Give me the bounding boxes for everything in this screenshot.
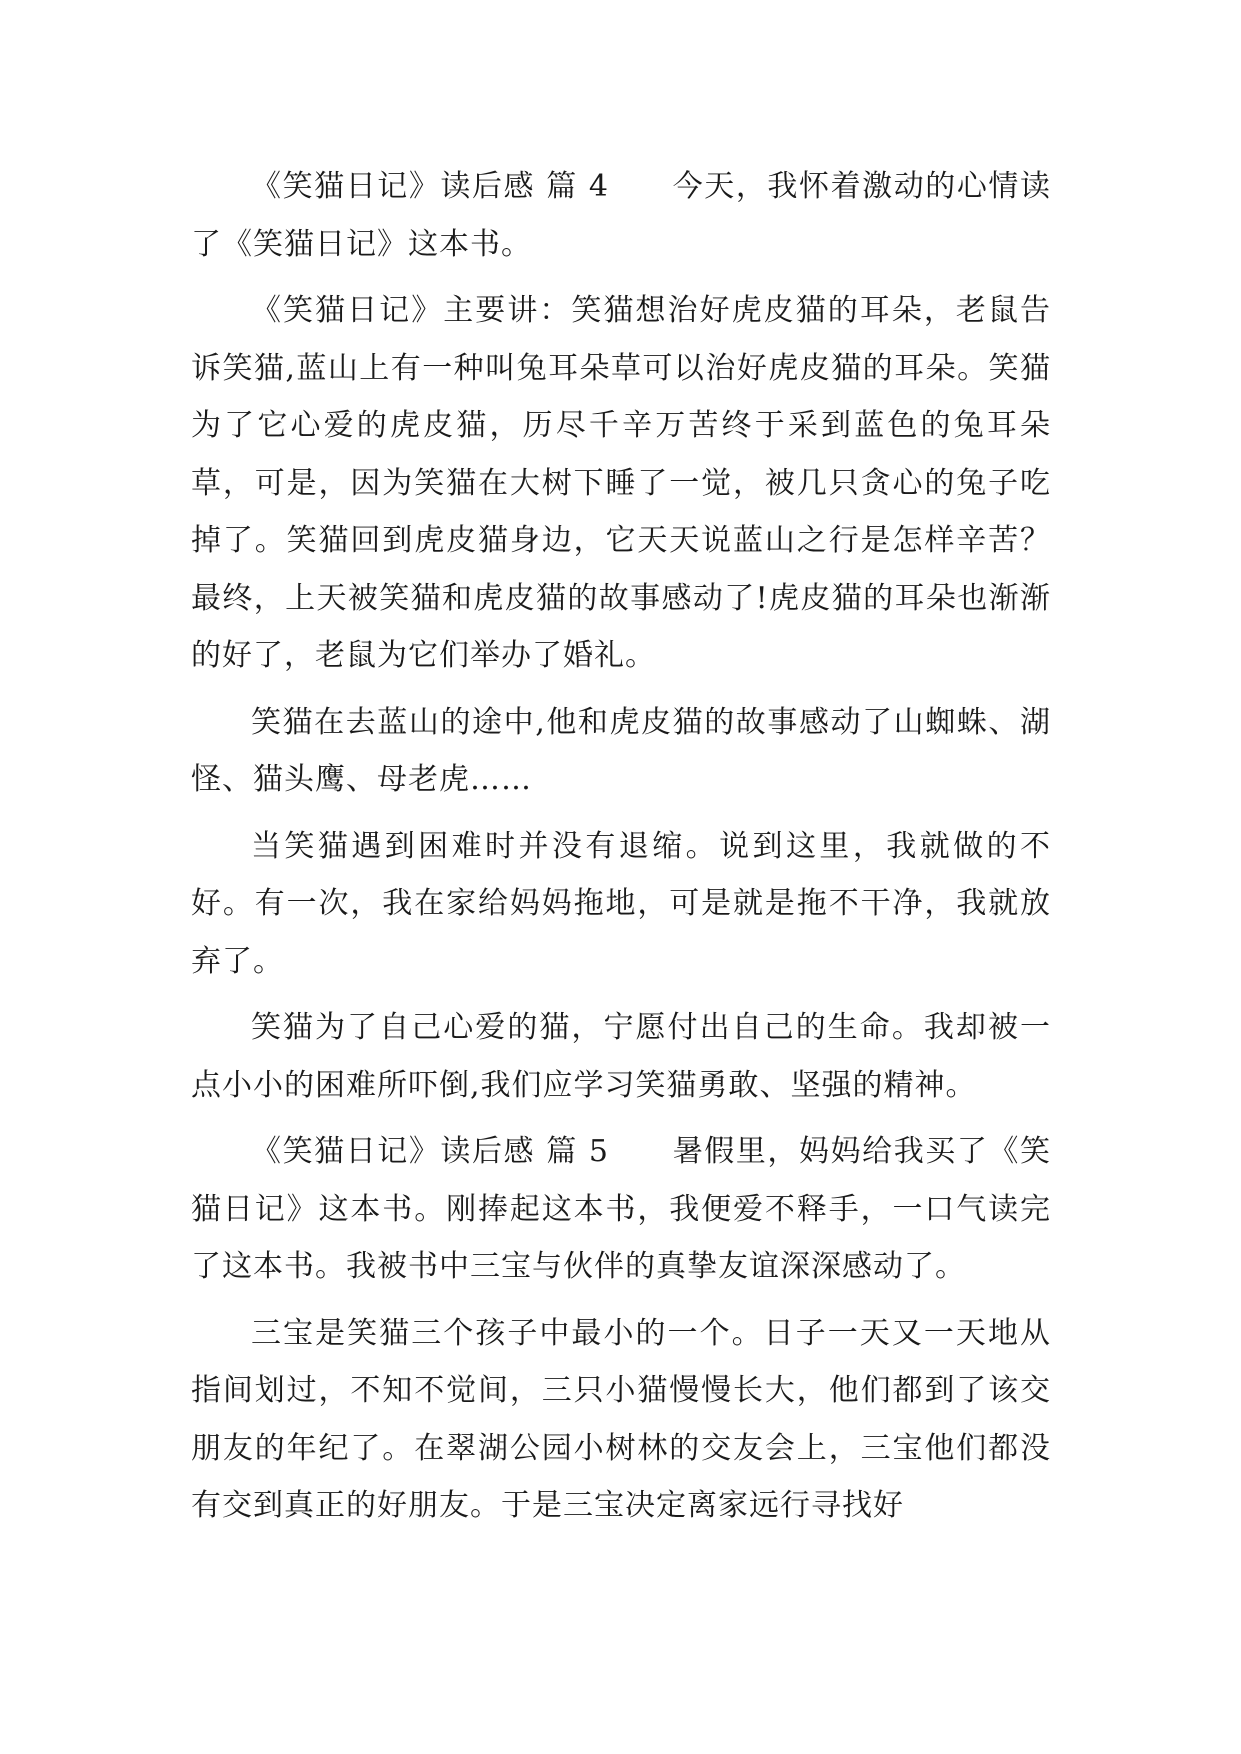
- paragraph-essay-4-intro: 《笑猫日记》读后感 篇 4 今天，我怀着激动的心情读了《笑猫日记》这本书。: [191, 169, 1051, 262]
- document-body: [191, 158, 1051, 1535]
- paragraph-essay-5-intro: 《笑猫日记》读后感 篇 5 暑假里，妈妈给我买了《笑猫日记》这本书。刚捧起这本书，我便爱不释手，一口气读完了这本书。我被书中三宝与伙伴的真挚友谊深深感动了。: [191, 1134, 1051, 1284]
- paragraph-story-summary: 《笑猫日记》主要讲：笑猫想治好虎皮猫的耳朵，老鼠告诉笑猫,蓝山上有一种叫兔耳朵草可以治好虎皮猫的耳朵。笑猫为了它心爱的虎皮猫，历尽千辛万苦终于采到蓝色的兔耳朵草，可是，因为笑猫在大树下睡了一觉，被几只贪心的兔子吃掉了。笑猫回到虎皮猫身边，它天天说蓝山之行是怎样辛苦？最终，上天被笑猫和虎皮猫的故事感动了!虎皮猫的耳朵也渐渐的好了，老鼠为它们举办了婚礼。: [191, 293, 1051, 673]
- paragraph-lesson: 笑猫为了自己心爱的猫，宁愿付出自己的生命。我却被一点小小的困难所吓倒,我们应学习笑猫勇敢、坚强的精神。: [191, 1010, 1051, 1103]
- paragraph-sanbao: 三宝是笑猫三个孩子中最小的一个。日子一天又一天地从指间划过，不知不觉间，三只小猫慢慢长大，他们都到了该交朋友的年纪了。在翠湖公园小树林的交友会上，三宝他们都没有交到真正的好朋友。于是三宝决定离家远行寻找好: [191, 1315, 1051, 1523]
- paragraph-journey: 笑猫在去蓝山的途中,他和虎皮猫的故事感动了山蜘蛛、湖怪、猫头鹰、母老虎……: [191, 704, 1051, 797]
- paragraph-reflection: 当笑猫遇到困难时并没有退缩。说到这里，我就做的不好。有一次，我在家给妈妈拖地，可是就是拖不干净，我就放弃了。: [191, 828, 1051, 979]
